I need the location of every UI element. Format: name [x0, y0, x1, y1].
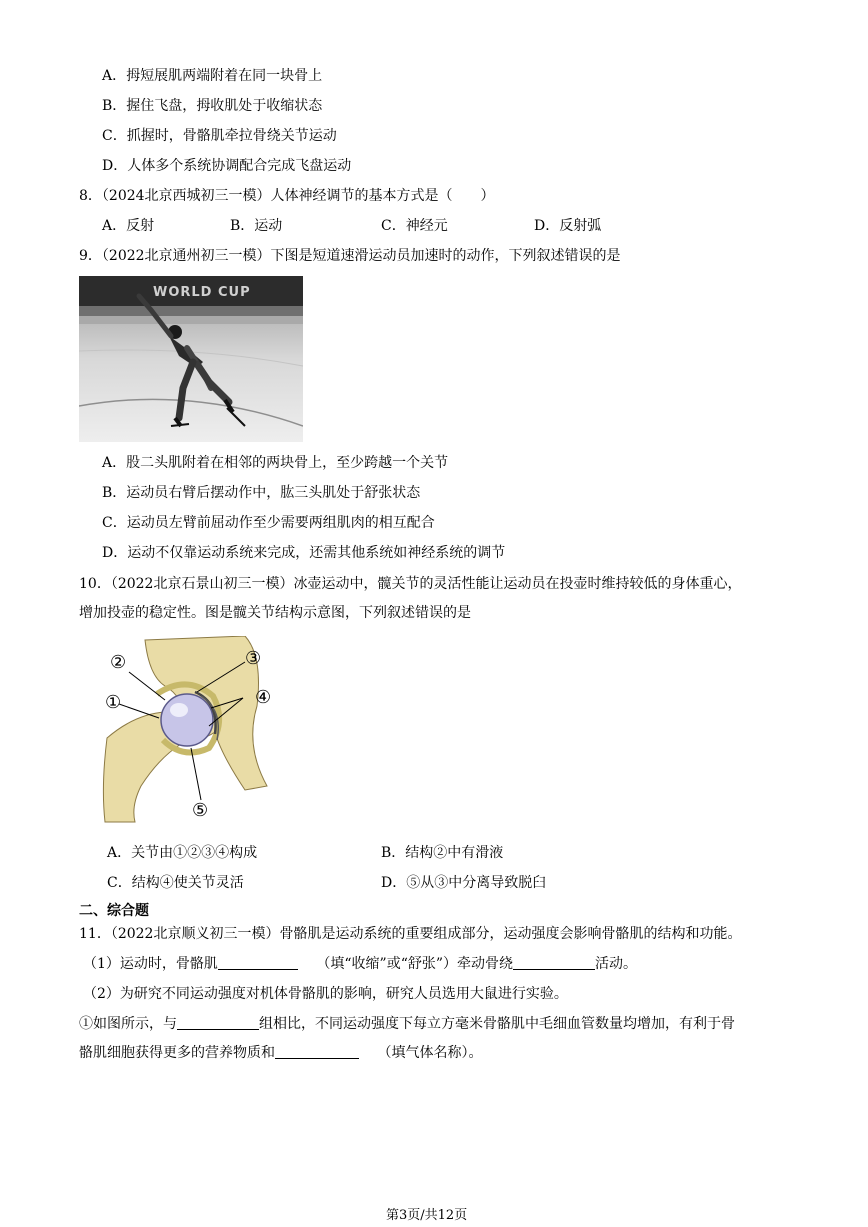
answer-blank-4[interactable]	[275, 1044, 359, 1059]
q10-option-c: C．结构④使关节灵活	[107, 875, 244, 891]
speed-skater-photo	[79, 276, 303, 442]
q7-option-a: A．拇短展肌两端附着在同一块骨上	[102, 68, 323, 84]
q10-stem-line1: 10．（2022北京石景山初三一模）冰壶运动中，髋关节的灵活性能让运动员在投壶时维持较低的身体重心，	[79, 576, 742, 592]
diagram-label-2: ②	[110, 652, 127, 673]
photo-banner-text: WORLD CUP	[153, 285, 251, 300]
q11-part4-text-b: （填气体名称）。	[377, 1045, 483, 1061]
q11-stem: 11．（2022北京顺义初三一模）骨骼肌是运动系统的重要组成部分，运动强度会影响骨骼肌的结构和功能。	[79, 926, 742, 942]
q7-option-c: C．抓握时，骨骼肌牵拉骨绕关节运动	[102, 128, 337, 144]
diagram-label-3: ③	[245, 648, 262, 669]
q11-part3-line2	[79, 1044, 482, 1062]
q7-option-b: B．握住飞盘，拇收肌处于收缩状态	[102, 98, 323, 114]
q11-part1	[83, 955, 637, 973]
q11-part1-text-c: 活动。	[595, 956, 638, 972]
q11-part4-text-a: 骼肌细胞获得更多的营养物质和	[79, 1045, 275, 1061]
q9-option-d: D．运动不仅靠运动系统来完成，还需其他系统如神经系统的调节	[102, 545, 506, 561]
q8-option-a: A．反射	[102, 218, 155, 234]
q10-stem-line2: 增加投壶的稳定性。图是髋关节结构示意图，下列叙述错误的是	[79, 605, 471, 621]
q10-option-b: B．结构②中有滑液	[381, 845, 504, 861]
q8-option-c: C．神经元	[381, 218, 448, 234]
diagram-label-5: ⑤	[192, 800, 209, 821]
diagram-label-1: ①	[105, 692, 122, 713]
q11-part2: （2）为研究不同运动强度对机体骨骼肌的影响，研究人员选用大鼠进行实验。	[83, 986, 568, 1002]
answer-blank-2[interactable]	[513, 955, 595, 970]
answer-blank-1[interactable]	[218, 955, 298, 970]
q7-option-d: D．人体多个系统协调配合完成飞盘运动	[102, 158, 352, 174]
q11-part3-text-b: 组相比，不同运动强度下每立方毫米骨骼肌中毛细血管数量均增加，有利于骨	[259, 1016, 735, 1032]
q8-option-b: B．运动	[230, 218, 283, 234]
q8-option-d: D．反射弧	[534, 218, 602, 234]
q11-part3-line1	[79, 1015, 735, 1033]
diagram-label-4: ④	[255, 687, 272, 708]
hip-joint-diagram	[95, 636, 280, 826]
q9-option-c: C．运动员左臂前屈动作至少需要两组肌肉的相互配合	[102, 515, 435, 531]
q8-stem: 8．（2024北京西城初三一模）人体神经调节的基本方式是（ ）	[79, 188, 495, 204]
q11-part1-text-b: （填“收缩”或“舒张”）牵动骨绕	[316, 956, 514, 972]
q10-option-a: A．关节由①②③④构成	[107, 845, 258, 861]
q9-option-b: B．运动员右臂后摆动作中，肱三头肌处于舒张状态	[102, 485, 421, 501]
section-title: 二、综合题	[79, 903, 149, 919]
q11-part3-text-a: ①如图所示，与	[79, 1016, 177, 1032]
q10-option-d: D．⑤从③中分离导致脱臼	[381, 875, 547, 891]
q9-option-a: A．股二头肌附着在相邻的两块骨上，至少跨越一个关节	[102, 455, 449, 471]
q11-part1-text-a: （1）运动时，骨骼肌	[83, 956, 218, 972]
answer-blank-3[interactable]	[177, 1015, 259, 1030]
q9-stem: 9．（2022北京通州初三一模）下图是短道速滑运动员加速时的动作，下列叙述错误的是	[79, 248, 621, 264]
page-number: 第3页/共12页	[386, 1208, 468, 1223]
